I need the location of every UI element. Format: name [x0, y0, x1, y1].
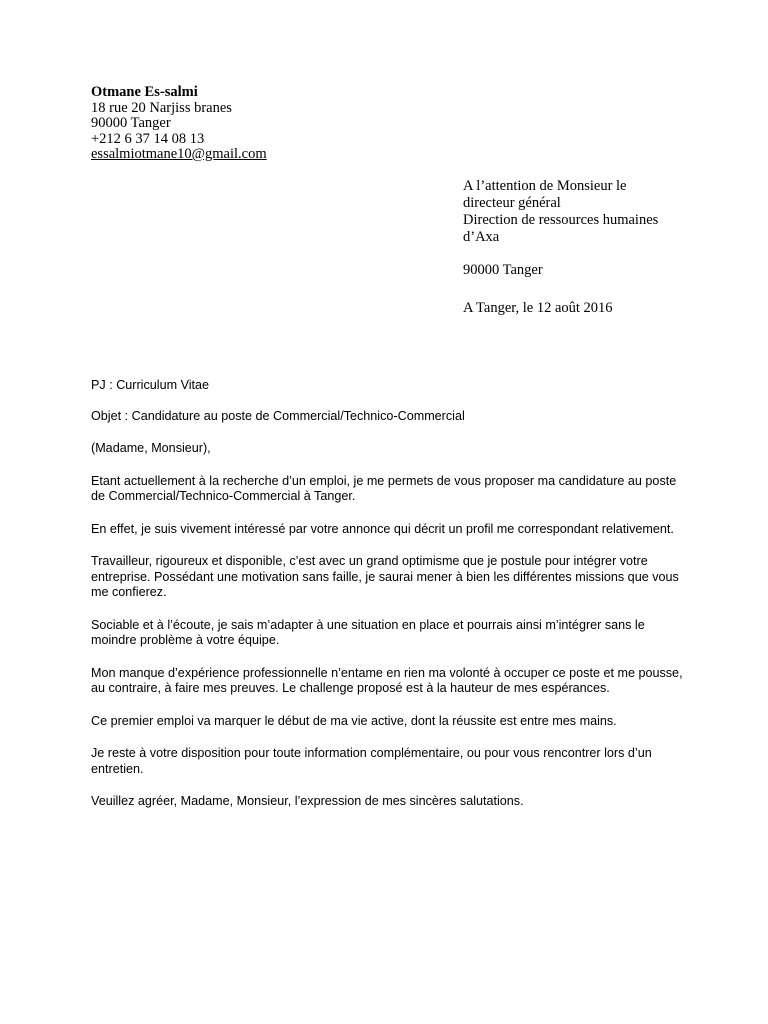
sender-block [91, 85, 267, 163]
paragraph-4: Sociable et à l’écoute, je sais m’adapter à une situation en place et pourrais ainsi m’intégrer sans le moindre problème à votre équipe. [91, 617, 645, 647]
letter-body [91, 378, 691, 827]
sender-phone: +212 6 37 14 08 13 [91, 130, 205, 147]
recipient-block [463, 178, 658, 317]
paragraph-5: Mon manque d’expérience professionnelle n’entame en rien ma volonté à occuper ce poste et me pousse, au contraire, à faire mes preuves. Le challenge proposé est à la hauteur de mes espérances. [91, 665, 683, 695]
sender-address: 18 rue 20 Narjiss branes [91, 99, 232, 116]
paragraph-6: Ce premier emploi va marquer le début de ma vie active, dont la réussite est entre mes mains. [91, 713, 617, 728]
sender-name: Otmane Es-salmi [91, 84, 198, 100]
sender-email-link[interactable]: essalmiotmane10@gmail.com [91, 146, 267, 162]
paragraph-7: Je reste à votre disposition pour toute information complémentaire, ou pour vous rencontrer lors d’un entretien. [91, 746, 652, 776]
letter-date: A Tanger, le 12 août 2016 [463, 300, 613, 316]
recipient-line-3: Direction de ressources humaines [463, 212, 659, 228]
paragraph-3: Travailleur, rigoureux et disponible, c’est avec un grand optimisme que je postule pour intégrer votre entreprise. Possédant une motivation sans faille, je saurai mener à bien les différentes missions que vous me confierez. [91, 554, 679, 599]
salutation: (Madame, Monsieur), [91, 441, 211, 455]
recipient-line-1: A l’attention de Monsieur le [463, 178, 627, 194]
paragraph-1: Etant actuellement à la recherche d’un emploi, je me permets de vous proposer ma candidature au poste de Commercial/Technico-Commercial à Tanger. [91, 473, 677, 503]
recipient-line-2: directeur général [463, 195, 561, 211]
closing-line: Veuillez agréer, Madame, Monsieur, l’expression de mes sincères salutations. [91, 794, 524, 808]
attachment-line: PJ : Curriculum Vitae [91, 378, 210, 392]
recipient-line-4: d’Axa [463, 229, 500, 245]
paragraph-2: En effet, je suis vivement intéressé par votre annonce qui décrit un profil me correspondant relativement. [91, 521, 674, 536]
recipient-city: 90000 Tanger [463, 262, 543, 278]
subject-line: Objet : Candidature au poste de Commercial/Technico-Commercial [91, 408, 465, 423]
sender-city: 90000 Tanger [91, 115, 171, 131]
